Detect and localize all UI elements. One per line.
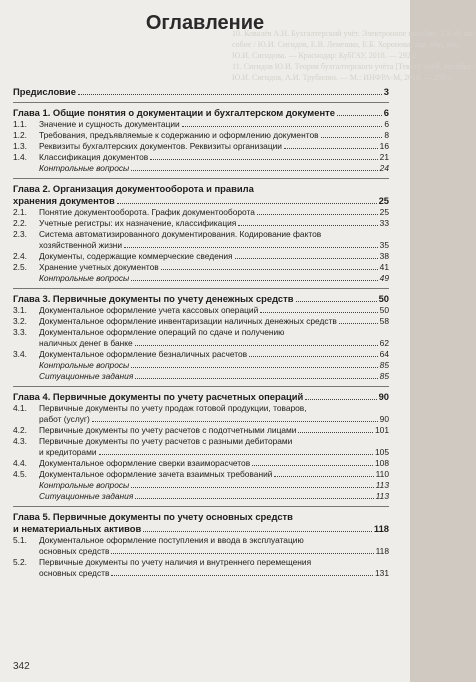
toc-entry-page: 16 — [379, 141, 389, 151]
toc-entry-page: 131 — [375, 568, 389, 578]
bleed-through-text — [232, 28, 476, 83]
dot-leader — [135, 498, 373, 499]
chapter-heading-text: Глава 2. Организация документооборота и правила — [13, 183, 254, 194]
dot-leader — [150, 159, 377, 160]
toc-entry-page: 85 — [379, 371, 389, 381]
toc-entry — [13, 305, 389, 316]
toc-entry-line — [13, 436, 389, 447]
toc-entry-text: Документальное оформление инвентаризации наличных денежных средств — [39, 316, 337, 326]
toc-entry-page: 110 — [375, 469, 389, 479]
chapter-heading-text: Глава 1. Общие понятия о документации и бухгалтерском документе — [13, 107, 335, 118]
chapter-heading — [13, 195, 389, 207]
dot-leader — [117, 203, 377, 204]
toc-entry-page: 90 — [379, 414, 389, 424]
dot-leader — [99, 454, 373, 455]
toc-entry-text: Система автоматизированного документирования. Кодирование фактов — [39, 229, 322, 239]
toc-entry-text: Документальное оформление безналичных расчетов — [39, 349, 248, 359]
chapter-heading-page: 25 — [378, 195, 389, 206]
page-title: Оглавление — [145, 12, 265, 34]
toc-entry — [13, 152, 389, 163]
chapter-heading — [13, 107, 389, 119]
dot-leader — [78, 94, 382, 95]
toc-entry — [13, 469, 389, 480]
toc-entry-page: 38 — [379, 251, 389, 261]
toc-entry — [13, 130, 389, 141]
toc-entry-text: работ (услуг) — [39, 414, 90, 424]
toc-entry-text: Ситуационные задания — [39, 491, 134, 501]
dot-leader — [131, 280, 377, 281]
entry-number: 5.1. — [13, 535, 27, 545]
toc-entry — [13, 349, 389, 360]
toc-entry — [13, 141, 389, 152]
toc-entry-text: Первичные документы по учету расчетов с подотчетными лицами — [39, 425, 297, 435]
toc-entry — [13, 425, 389, 436]
toc-entry-line — [13, 557, 389, 568]
chapter-heading-page: 50 — [378, 293, 389, 304]
toc-entry-page: 21 — [379, 152, 389, 162]
chapter-section — [13, 293, 389, 382]
toc-entry — [13, 371, 389, 382]
chapter-heading-page: 6 — [383, 107, 389, 118]
divider — [13, 288, 389, 289]
dot-leader — [92, 421, 378, 422]
entry-number: 2.4. — [13, 251, 27, 261]
chapter-section — [13, 183, 389, 284]
entry-number: 1.1. — [13, 119, 27, 129]
dot-leader — [182, 126, 383, 127]
dot-leader — [339, 323, 378, 324]
toc-entry-text: Контрольные вопросы — [39, 360, 130, 370]
dot-leader — [111, 553, 373, 554]
dot-leader — [257, 214, 378, 215]
toc-entry-text: Реквизиты бухгалтерских документов. Реквизиты организации — [39, 141, 282, 151]
toc-entry-page: 6 — [384, 119, 389, 129]
chapter-heading-text: Глава 3. Первичные документы по учету денежных средств — [13, 293, 294, 304]
chapter-heading-line — [13, 511, 389, 523]
dot-leader — [321, 137, 383, 138]
bleed-through-line: 10. Ковалёв А.Н. Бухгалтерский учёт. Электронное пособие. Т.3 об. по- — [232, 29, 476, 38]
toc-entry-page: 41 — [379, 262, 389, 272]
toc-entry-text: Классификация документов — [39, 152, 149, 162]
toc-entry-text: Учетные регистры: их назначение, классификация — [39, 218, 237, 228]
toc-entry — [13, 273, 389, 284]
toc-entry-text: Документальное оформление поступления и ввода в эксплуатацию — [39, 535, 304, 545]
chapter-heading-page: 90 — [378, 391, 389, 402]
toc-entry-page: 8 — [384, 130, 389, 140]
dot-leader — [298, 432, 373, 433]
table-of-contents — [13, 86, 389, 583]
toc-entry-text: наличных денег в банке — [39, 338, 133, 348]
toc-entry-page: 50 — [379, 305, 389, 315]
chapter-heading-text: Глава 4. Первичные документы по учету расчетных операций — [13, 391, 304, 402]
toc-entry-text: Требования, предъявляемые к содержанию и оформлению документов — [39, 130, 319, 140]
dot-leader — [260, 312, 377, 313]
toc-entry-text: Документальное оформление учета кассовых операций — [39, 305, 259, 315]
entry-number: 3.2. — [13, 316, 27, 326]
divider — [13, 506, 389, 507]
chapter-section — [13, 391, 389, 502]
entry-number: 4.3. — [13, 436, 27, 446]
entry-number: 4.2. — [13, 425, 27, 435]
toc-entry-page: 64 — [379, 349, 389, 359]
entry-number: 3.3. — [13, 327, 27, 337]
dot-leader — [131, 487, 373, 488]
toc-entry-text: Документальное оформление операций по сдаче и получению — [39, 327, 285, 337]
dot-leader — [305, 399, 376, 400]
toc-entry-text: Документальное оформление сверки взаиморасчетов — [39, 458, 251, 468]
toc-entry-text: Первичные документы по учету продаж готовой продукции, товаров, — [39, 403, 307, 413]
dot-leader — [135, 378, 377, 379]
toc-entry-text: Первичные документы по учету расчетов с разными дебиторами — [39, 436, 293, 446]
toc-entry-page: 25 — [379, 207, 389, 217]
chapter-section — [13, 107, 389, 174]
toc-entry-text: основных средств — [39, 568, 110, 578]
chapter-heading-text: и нематериальных активов — [13, 523, 142, 534]
dot-leader — [131, 367, 377, 368]
entry-number: 4.5. — [13, 469, 27, 479]
toc-entry — [13, 360, 389, 371]
chapter-heading-page: 118 — [373, 523, 389, 534]
toc-entry — [13, 546, 389, 557]
toc-entry — [13, 251, 389, 262]
toc-entry-text: Ситуационные задания — [39, 371, 134, 381]
dot-leader — [235, 258, 378, 259]
entry-number: 1.3. — [13, 141, 27, 151]
dot-leader — [161, 269, 378, 270]
toc-entry-text: Хранение учетных документов — [39, 262, 159, 272]
dot-leader — [337, 115, 382, 116]
toc-entry-line — [13, 229, 389, 240]
toc-entry — [13, 491, 389, 502]
dot-leader — [124, 247, 378, 248]
bleed-through-line: Ю.И. Сигидов, А.И. Трубилин. — М.: ИНФРА-М, 2019. — 256 с. — [232, 73, 454, 82]
toc-entry — [13, 163, 389, 174]
toc-entry — [13, 338, 389, 349]
toc-entry-page: 35 — [379, 240, 389, 250]
preface-entry — [13, 86, 389, 98]
toc-entry-page: 118 — [375, 546, 389, 556]
chapter-section — [13, 511, 389, 579]
toc-entry-text: Первичные документы по учету наличия и внутреннего перемещения — [39, 557, 312, 567]
entry-number: 4.1. — [13, 403, 27, 413]
divider — [13, 386, 389, 387]
toc-entry-page: 85 — [379, 360, 389, 370]
toc-entry — [13, 480, 389, 491]
toc-entry-text: Значение и сущность документации — [39, 119, 180, 129]
toc-entry-text: Контрольные вопросы — [39, 163, 130, 173]
toc-entry-text: Контрольные вопросы — [39, 480, 130, 490]
toc-entry-page: 24 — [379, 163, 389, 173]
toc-entry-page: 62 — [379, 338, 389, 348]
toc-entry-text: Документы, содержащие коммерческие сведения — [39, 251, 233, 261]
toc-entry — [13, 262, 389, 273]
toc-entry-page: 113 — [375, 480, 389, 490]
toc-entry-page: 33 — [379, 218, 389, 228]
toc-entry-text: Понятие документооборота. График документооборота — [39, 207, 255, 217]
dot-leader — [274, 476, 373, 477]
chapter-heading — [13, 391, 389, 403]
dot-leader — [143, 531, 372, 532]
page-number: 342 — [13, 661, 30, 672]
entry-number: 3.4. — [13, 349, 27, 359]
entry-number: 1.2. — [13, 130, 27, 140]
bleed-through-line: собие / Ю.И. Сигидов, Е.В. Лемешко, Е.Б. Хоронова; под общ. ред. — [232, 40, 461, 49]
toc-entry — [13, 119, 389, 130]
chapter-heading — [13, 293, 389, 305]
dot-leader — [111, 575, 373, 576]
preface-page: 3 — [383, 86, 389, 97]
toc-entry-page: 58 — [379, 316, 389, 326]
divider — [13, 178, 389, 179]
toc-entry — [13, 207, 389, 218]
dot-leader — [238, 225, 377, 226]
entry-number: 2.3. — [13, 229, 27, 239]
dot-leader — [135, 345, 378, 346]
dot-leader — [131, 170, 377, 171]
dot-leader — [296, 301, 377, 302]
dot-leader — [252, 465, 373, 466]
entry-number: 2.2. — [13, 218, 27, 228]
toc-entry-page: 101 — [375, 425, 389, 435]
toc-entry-page: 108 — [375, 458, 389, 468]
entry-number: 4.4. — [13, 458, 27, 468]
toc-entry — [13, 414, 389, 425]
bleed-through-line: Ю.И. Сигидова. — Краснодар: КубГАУ, 2018. — 292 с. — [232, 51, 419, 60]
entry-number: 2.1. — [13, 207, 27, 217]
toc-entry-text: основных средств — [39, 546, 110, 556]
entry-number: 2.5. — [13, 262, 27, 272]
toc-entry-line — [13, 327, 389, 338]
toc-entry-page: 105 — [375, 447, 389, 457]
divider — [13, 102, 389, 103]
dot-leader — [249, 356, 378, 357]
entry-number: 3.1. — [13, 305, 27, 315]
toc-entry-text: Документальное оформление зачета взаимных требований — [39, 469, 273, 479]
entry-number: 5.2. — [13, 557, 27, 567]
chapter-heading-text: хранения документов — [13, 195, 115, 206]
dot-leader — [284, 148, 378, 149]
toc-entry-text: и кредиторами — [39, 447, 97, 457]
toc-entry-line — [13, 535, 389, 546]
chapter-heading-text: Глава 5. Первичные документы по учету основных средств — [13, 511, 293, 522]
toc-entry-page: 49 — [379, 273, 389, 283]
entry-number: 1.4. — [13, 152, 27, 162]
chapter-heading — [13, 523, 389, 535]
toc-entry — [13, 218, 389, 229]
toc-entry — [13, 568, 389, 579]
bleed-through-line: 11. Сигидов Ю.И. Теория бухгалтерского учёта [Текст]: учеб. пособие / — [232, 62, 476, 71]
toc-entry — [13, 447, 389, 458]
toc-entry-line — [13, 403, 389, 414]
toc-entry — [13, 458, 389, 469]
toc-entry — [13, 240, 389, 251]
toc-entry-text: хозяйственной жизни — [39, 240, 123, 250]
preface-label: Предисловие — [13, 86, 76, 97]
toc-entry-text: Контрольные вопросы — [39, 273, 130, 283]
chapter-heading-line — [13, 183, 389, 195]
toc-entry — [13, 316, 389, 327]
toc-entry-page: 113 — [375, 491, 389, 501]
